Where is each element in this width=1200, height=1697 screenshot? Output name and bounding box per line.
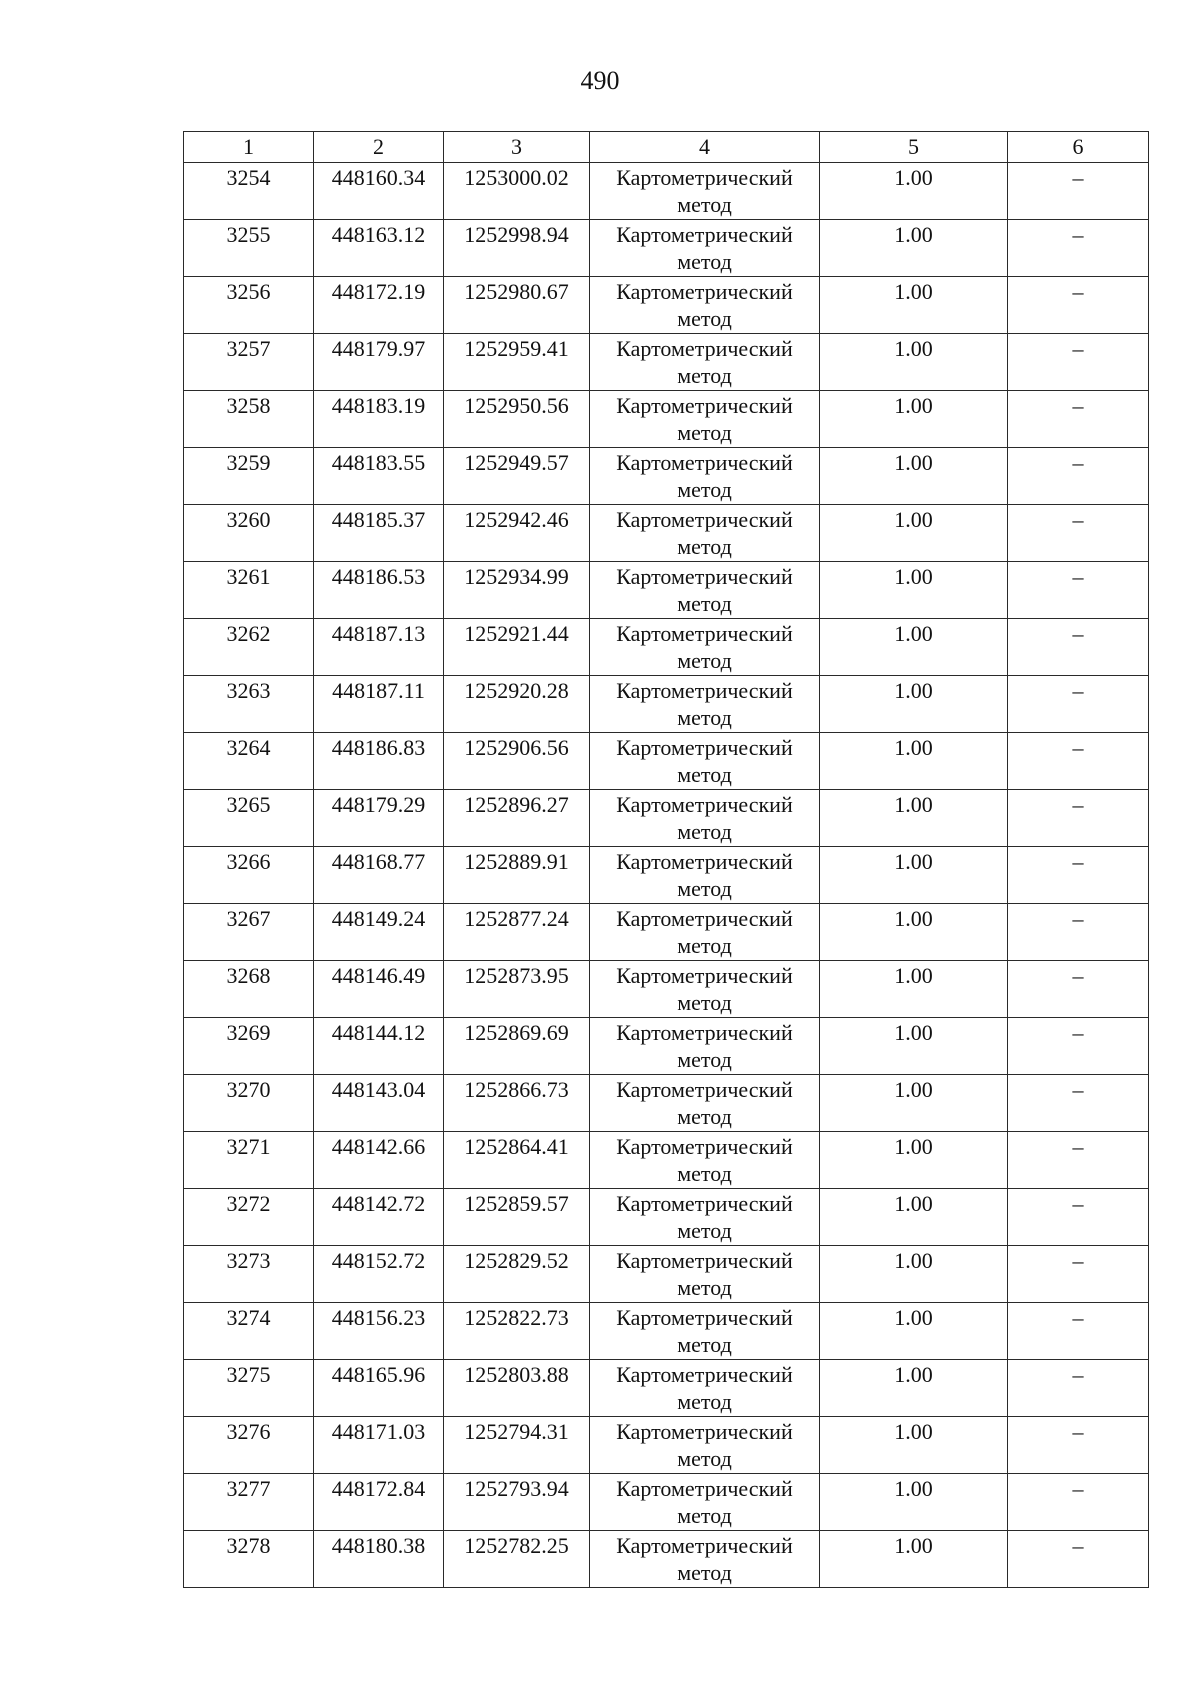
table-row: [184, 1474, 1149, 1531]
y-coordinate-cell: 1252793.94: [444, 1474, 590, 1531]
table-row: [184, 505, 1149, 562]
y-coordinate-cell: 1252864.41: [444, 1132, 590, 1189]
x-coordinate-cell: 448179.29: [314, 790, 444, 847]
y-coordinate-cell: 1252950.56: [444, 391, 590, 448]
method-line-2: метод: [677, 1332, 732, 1357]
y-coordinate-cell: 1252949.57: [444, 448, 590, 505]
method-cell: [590, 1132, 820, 1189]
point-number-cell: 3278: [184, 1531, 314, 1588]
method-line-2: метод: [677, 1161, 732, 1186]
note-cell: –: [1008, 334, 1149, 391]
method-cell: [590, 1474, 820, 1531]
method-line-2: метод: [677, 876, 732, 901]
method-line-2: метод: [677, 249, 732, 274]
table-row: [184, 676, 1149, 733]
accuracy-cell: 1.00: [820, 1531, 1008, 1588]
method-cell: [590, 1417, 820, 1474]
table-row: [184, 1303, 1149, 1360]
x-coordinate-cell: 448160.34: [314, 163, 444, 220]
y-coordinate-cell: 1252794.31: [444, 1417, 590, 1474]
accuracy-cell: 1.00: [820, 391, 1008, 448]
header-cell-2: 2: [314, 132, 444, 163]
method-line-1: Картометрический: [616, 678, 793, 703]
accuracy-cell: 1.00: [820, 277, 1008, 334]
method-line-1: Картометрический: [616, 1077, 793, 1102]
accuracy-cell: 1.00: [820, 847, 1008, 904]
header-cell-4: 4: [590, 132, 820, 163]
accuracy-cell: 1.00: [820, 619, 1008, 676]
method-cell: [590, 220, 820, 277]
table-row: [184, 733, 1149, 790]
method-cell: [590, 562, 820, 619]
method-cell: [590, 1075, 820, 1132]
accuracy-cell: 1.00: [820, 1189, 1008, 1246]
y-coordinate-cell: 1252859.57: [444, 1189, 590, 1246]
method-cell: [590, 904, 820, 961]
method-cell: [590, 733, 820, 790]
method-line-1: Картометрический: [616, 792, 793, 817]
note-cell: –: [1008, 847, 1149, 904]
point-number-cell: 3262: [184, 619, 314, 676]
point-number-cell: 3266: [184, 847, 314, 904]
method-line-1: Картометрический: [616, 222, 793, 247]
x-coordinate-cell: 448146.49: [314, 961, 444, 1018]
accuracy-cell: 1.00: [820, 733, 1008, 790]
y-coordinate-cell: 1252869.69: [444, 1018, 590, 1075]
method-line-1: Картометрический: [616, 1533, 793, 1558]
x-coordinate-cell: 448187.11: [314, 676, 444, 733]
table-row: [184, 334, 1149, 391]
method-cell: [590, 1360, 820, 1417]
method-line-2: метод: [677, 1047, 732, 1072]
method-cell: [590, 1189, 820, 1246]
accuracy-cell: 1.00: [820, 1417, 1008, 1474]
accuracy-cell: 1.00: [820, 1303, 1008, 1360]
accuracy-cell: 1.00: [820, 1075, 1008, 1132]
method-line-2: метод: [677, 420, 732, 445]
table-row: [184, 847, 1149, 904]
method-cell: [590, 334, 820, 391]
method-line-2: метод: [677, 306, 732, 331]
y-coordinate-cell: 1253000.02: [444, 163, 590, 220]
method-line-1: Картометрический: [616, 1191, 793, 1216]
y-coordinate-cell: 1252980.67: [444, 277, 590, 334]
method-line-1: Картометрический: [616, 1419, 793, 1444]
point-number-cell: 3275: [184, 1360, 314, 1417]
table-row: [184, 220, 1149, 277]
point-number-cell: 3273: [184, 1246, 314, 1303]
method-cell: [590, 277, 820, 334]
method-cell: [590, 1531, 820, 1588]
x-coordinate-cell: 448163.12: [314, 220, 444, 277]
table-row: [184, 1531, 1149, 1588]
y-coordinate-cell: 1252998.94: [444, 220, 590, 277]
note-cell: –: [1008, 220, 1149, 277]
x-coordinate-cell: 448165.96: [314, 1360, 444, 1417]
method-cell: [590, 676, 820, 733]
method-line-2: метод: [677, 591, 732, 616]
note-cell: –: [1008, 733, 1149, 790]
method-line-1: Картометрический: [616, 1362, 793, 1387]
point-number-cell: 3255: [184, 220, 314, 277]
note-cell: –: [1008, 391, 1149, 448]
method-line-1: Картометрический: [616, 336, 793, 361]
table-row: [184, 619, 1149, 676]
x-coordinate-cell: 448142.72: [314, 1189, 444, 1246]
point-number-cell: 3269: [184, 1018, 314, 1075]
x-coordinate-cell: 448143.04: [314, 1075, 444, 1132]
point-number-cell: 3254: [184, 163, 314, 220]
method-cell: [590, 1018, 820, 1075]
coordinates-table: [183, 131, 1149, 1588]
table-row: [184, 790, 1149, 847]
table-body: [184, 163, 1149, 1588]
y-coordinate-cell: 1252822.73: [444, 1303, 590, 1360]
method-line-1: Картометрический: [616, 906, 793, 931]
note-cell: –: [1008, 676, 1149, 733]
method-line-1: Картометрический: [616, 849, 793, 874]
accuracy-cell: 1.00: [820, 220, 1008, 277]
y-coordinate-cell: 1252829.52: [444, 1246, 590, 1303]
y-coordinate-cell: 1252877.24: [444, 904, 590, 961]
method-cell: [590, 790, 820, 847]
x-coordinate-cell: 448186.53: [314, 562, 444, 619]
method-line-2: метод: [677, 1218, 732, 1243]
point-number-cell: 3263: [184, 676, 314, 733]
note-cell: –: [1008, 277, 1149, 334]
table-row: [184, 562, 1149, 619]
note-cell: –: [1008, 904, 1149, 961]
accuracy-cell: 1.00: [820, 1246, 1008, 1303]
note-cell: –: [1008, 961, 1149, 1018]
x-coordinate-cell: 448149.24: [314, 904, 444, 961]
y-coordinate-cell: 1252873.95: [444, 961, 590, 1018]
method-cell: [590, 448, 820, 505]
method-line-2: метод: [677, 1503, 732, 1528]
method-line-2: метод: [677, 1446, 732, 1471]
method-line-1: Картометрический: [616, 564, 793, 589]
method-line-2: метод: [677, 762, 732, 787]
method-line-2: метод: [677, 1389, 732, 1414]
table-row: [184, 904, 1149, 961]
note-cell: –: [1008, 1360, 1149, 1417]
method-line-2: метод: [677, 990, 732, 1015]
accuracy-cell: 1.00: [820, 961, 1008, 1018]
table-row: [184, 163, 1149, 220]
accuracy-cell: 1.00: [820, 448, 1008, 505]
x-coordinate-cell: 448144.12: [314, 1018, 444, 1075]
y-coordinate-cell: 1252934.99: [444, 562, 590, 619]
method-line-1: Картометрический: [616, 450, 793, 475]
note-cell: –: [1008, 1417, 1149, 1474]
method-line-2: метод: [677, 534, 732, 559]
method-line-1: Картометрический: [616, 1248, 793, 1273]
header-cell-6: 6: [1008, 132, 1149, 163]
method-line-2: метод: [677, 705, 732, 730]
table-row: [184, 448, 1149, 505]
point-number-cell: 3274: [184, 1303, 314, 1360]
note-cell: –: [1008, 1531, 1149, 1588]
method-line-2: метод: [677, 933, 732, 958]
point-number-cell: 3272: [184, 1189, 314, 1246]
page-number: 490: [580, 66, 620, 95]
note-cell: –: [1008, 1474, 1149, 1531]
method-line-1: Картометрический: [616, 963, 793, 988]
header-cell-5: 5: [820, 132, 1008, 163]
method-line-1: Картометрический: [616, 1020, 793, 1045]
accuracy-cell: 1.00: [820, 505, 1008, 562]
method-line-2: метод: [677, 363, 732, 388]
y-coordinate-cell: 1252920.28: [444, 676, 590, 733]
table-row: [184, 277, 1149, 334]
x-coordinate-cell: 448183.19: [314, 391, 444, 448]
x-coordinate-cell: 448185.37: [314, 505, 444, 562]
note-cell: –: [1008, 1303, 1149, 1360]
x-coordinate-cell: 448180.38: [314, 1531, 444, 1588]
table-row: [184, 1132, 1149, 1189]
x-coordinate-cell: 448172.84: [314, 1474, 444, 1531]
method-line-1: Картометрический: [616, 165, 793, 190]
method-line-1: Картометрический: [616, 507, 793, 532]
method-line-2: метод: [677, 477, 732, 502]
accuracy-cell: 1.00: [820, 790, 1008, 847]
point-number-cell: 3270: [184, 1075, 314, 1132]
header-cell-1: 1: [184, 132, 314, 163]
note-cell: –: [1008, 163, 1149, 220]
method-cell: [590, 505, 820, 562]
point-number-cell: 3258: [184, 391, 314, 448]
x-coordinate-cell: 448156.23: [314, 1303, 444, 1360]
point-number-cell: 3277: [184, 1474, 314, 1531]
x-coordinate-cell: 448168.77: [314, 847, 444, 904]
accuracy-cell: 1.00: [820, 1474, 1008, 1531]
accuracy-cell: 1.00: [820, 163, 1008, 220]
table-header: [184, 132, 1149, 163]
header-cell-3: 3: [444, 132, 590, 163]
accuracy-cell: 1.00: [820, 1132, 1008, 1189]
method-line-1: Картометрический: [616, 735, 793, 760]
method-line-2: метод: [677, 1104, 732, 1129]
y-coordinate-cell: 1252866.73: [444, 1075, 590, 1132]
y-coordinate-cell: 1252906.56: [444, 733, 590, 790]
y-coordinate-cell: 1252889.91: [444, 847, 590, 904]
method-line-1: Картометрический: [616, 279, 793, 304]
table-row: [184, 1360, 1149, 1417]
method-line-2: метод: [677, 1275, 732, 1300]
method-cell: [590, 1246, 820, 1303]
method-line-1: Картометрический: [616, 1134, 793, 1159]
note-cell: –: [1008, 1189, 1149, 1246]
x-coordinate-cell: 448171.03: [314, 1417, 444, 1474]
x-coordinate-cell: 448172.19: [314, 277, 444, 334]
x-coordinate-cell: 448183.55: [314, 448, 444, 505]
accuracy-cell: 1.00: [820, 334, 1008, 391]
point-number-cell: 3257: [184, 334, 314, 391]
method-cell: [590, 961, 820, 1018]
point-number-cell: 3256: [184, 277, 314, 334]
table-row: [184, 1075, 1149, 1132]
point-number-cell: 3265: [184, 790, 314, 847]
table-row: [184, 1246, 1149, 1303]
y-coordinate-cell: 1252942.46: [444, 505, 590, 562]
y-coordinate-cell: 1252959.41: [444, 334, 590, 391]
note-cell: –: [1008, 505, 1149, 562]
table-row: [184, 1189, 1149, 1246]
x-coordinate-cell: 448186.83: [314, 733, 444, 790]
method-line-1: Картометрический: [616, 621, 793, 646]
y-coordinate-cell: 1252782.25: [444, 1531, 590, 1588]
x-coordinate-cell: 448142.66: [314, 1132, 444, 1189]
point-number-cell: 3268: [184, 961, 314, 1018]
method-cell: [590, 847, 820, 904]
method-cell: [590, 619, 820, 676]
accuracy-cell: 1.00: [820, 562, 1008, 619]
method-line-1: Картометрический: [616, 1476, 793, 1501]
point-number-cell: 3261: [184, 562, 314, 619]
x-coordinate-cell: 448179.97: [314, 334, 444, 391]
accuracy-cell: 1.00: [820, 676, 1008, 733]
note-cell: –: [1008, 448, 1149, 505]
table-row: [184, 1018, 1149, 1075]
y-coordinate-cell: 1252803.88: [444, 1360, 590, 1417]
y-coordinate-cell: 1252896.27: [444, 790, 590, 847]
note-cell: –: [1008, 619, 1149, 676]
method-line-2: метод: [677, 192, 732, 217]
point-number-cell: 3276: [184, 1417, 314, 1474]
note-cell: –: [1008, 790, 1149, 847]
method-cell: [590, 1303, 820, 1360]
method-line-2: метод: [677, 819, 732, 844]
note-cell: –: [1008, 1075, 1149, 1132]
note-cell: –: [1008, 562, 1149, 619]
table-row: [184, 1417, 1149, 1474]
accuracy-cell: 1.00: [820, 1360, 1008, 1417]
note-cell: –: [1008, 1246, 1149, 1303]
point-number-cell: 3267: [184, 904, 314, 961]
header-row: [184, 132, 1149, 163]
table-row: [184, 961, 1149, 1018]
point-number-cell: 3260: [184, 505, 314, 562]
point-number-cell: 3259: [184, 448, 314, 505]
note-cell: –: [1008, 1018, 1149, 1075]
point-number-cell: 3271: [184, 1132, 314, 1189]
method-cell: [590, 391, 820, 448]
point-number-cell: 3264: [184, 733, 314, 790]
table-row: [184, 391, 1149, 448]
method-line-1: Картометрический: [616, 1305, 793, 1330]
x-coordinate-cell: 448152.72: [314, 1246, 444, 1303]
accuracy-cell: 1.00: [820, 904, 1008, 961]
note-cell: –: [1008, 1132, 1149, 1189]
accuracy-cell: 1.00: [820, 1018, 1008, 1075]
method-line-2: метод: [677, 648, 732, 673]
method-line-2: метод: [677, 1560, 732, 1585]
method-cell: [590, 163, 820, 220]
x-coordinate-cell: 448187.13: [314, 619, 444, 676]
y-coordinate-cell: 1252921.44: [444, 619, 590, 676]
method-line-1: Картометрический: [616, 393, 793, 418]
